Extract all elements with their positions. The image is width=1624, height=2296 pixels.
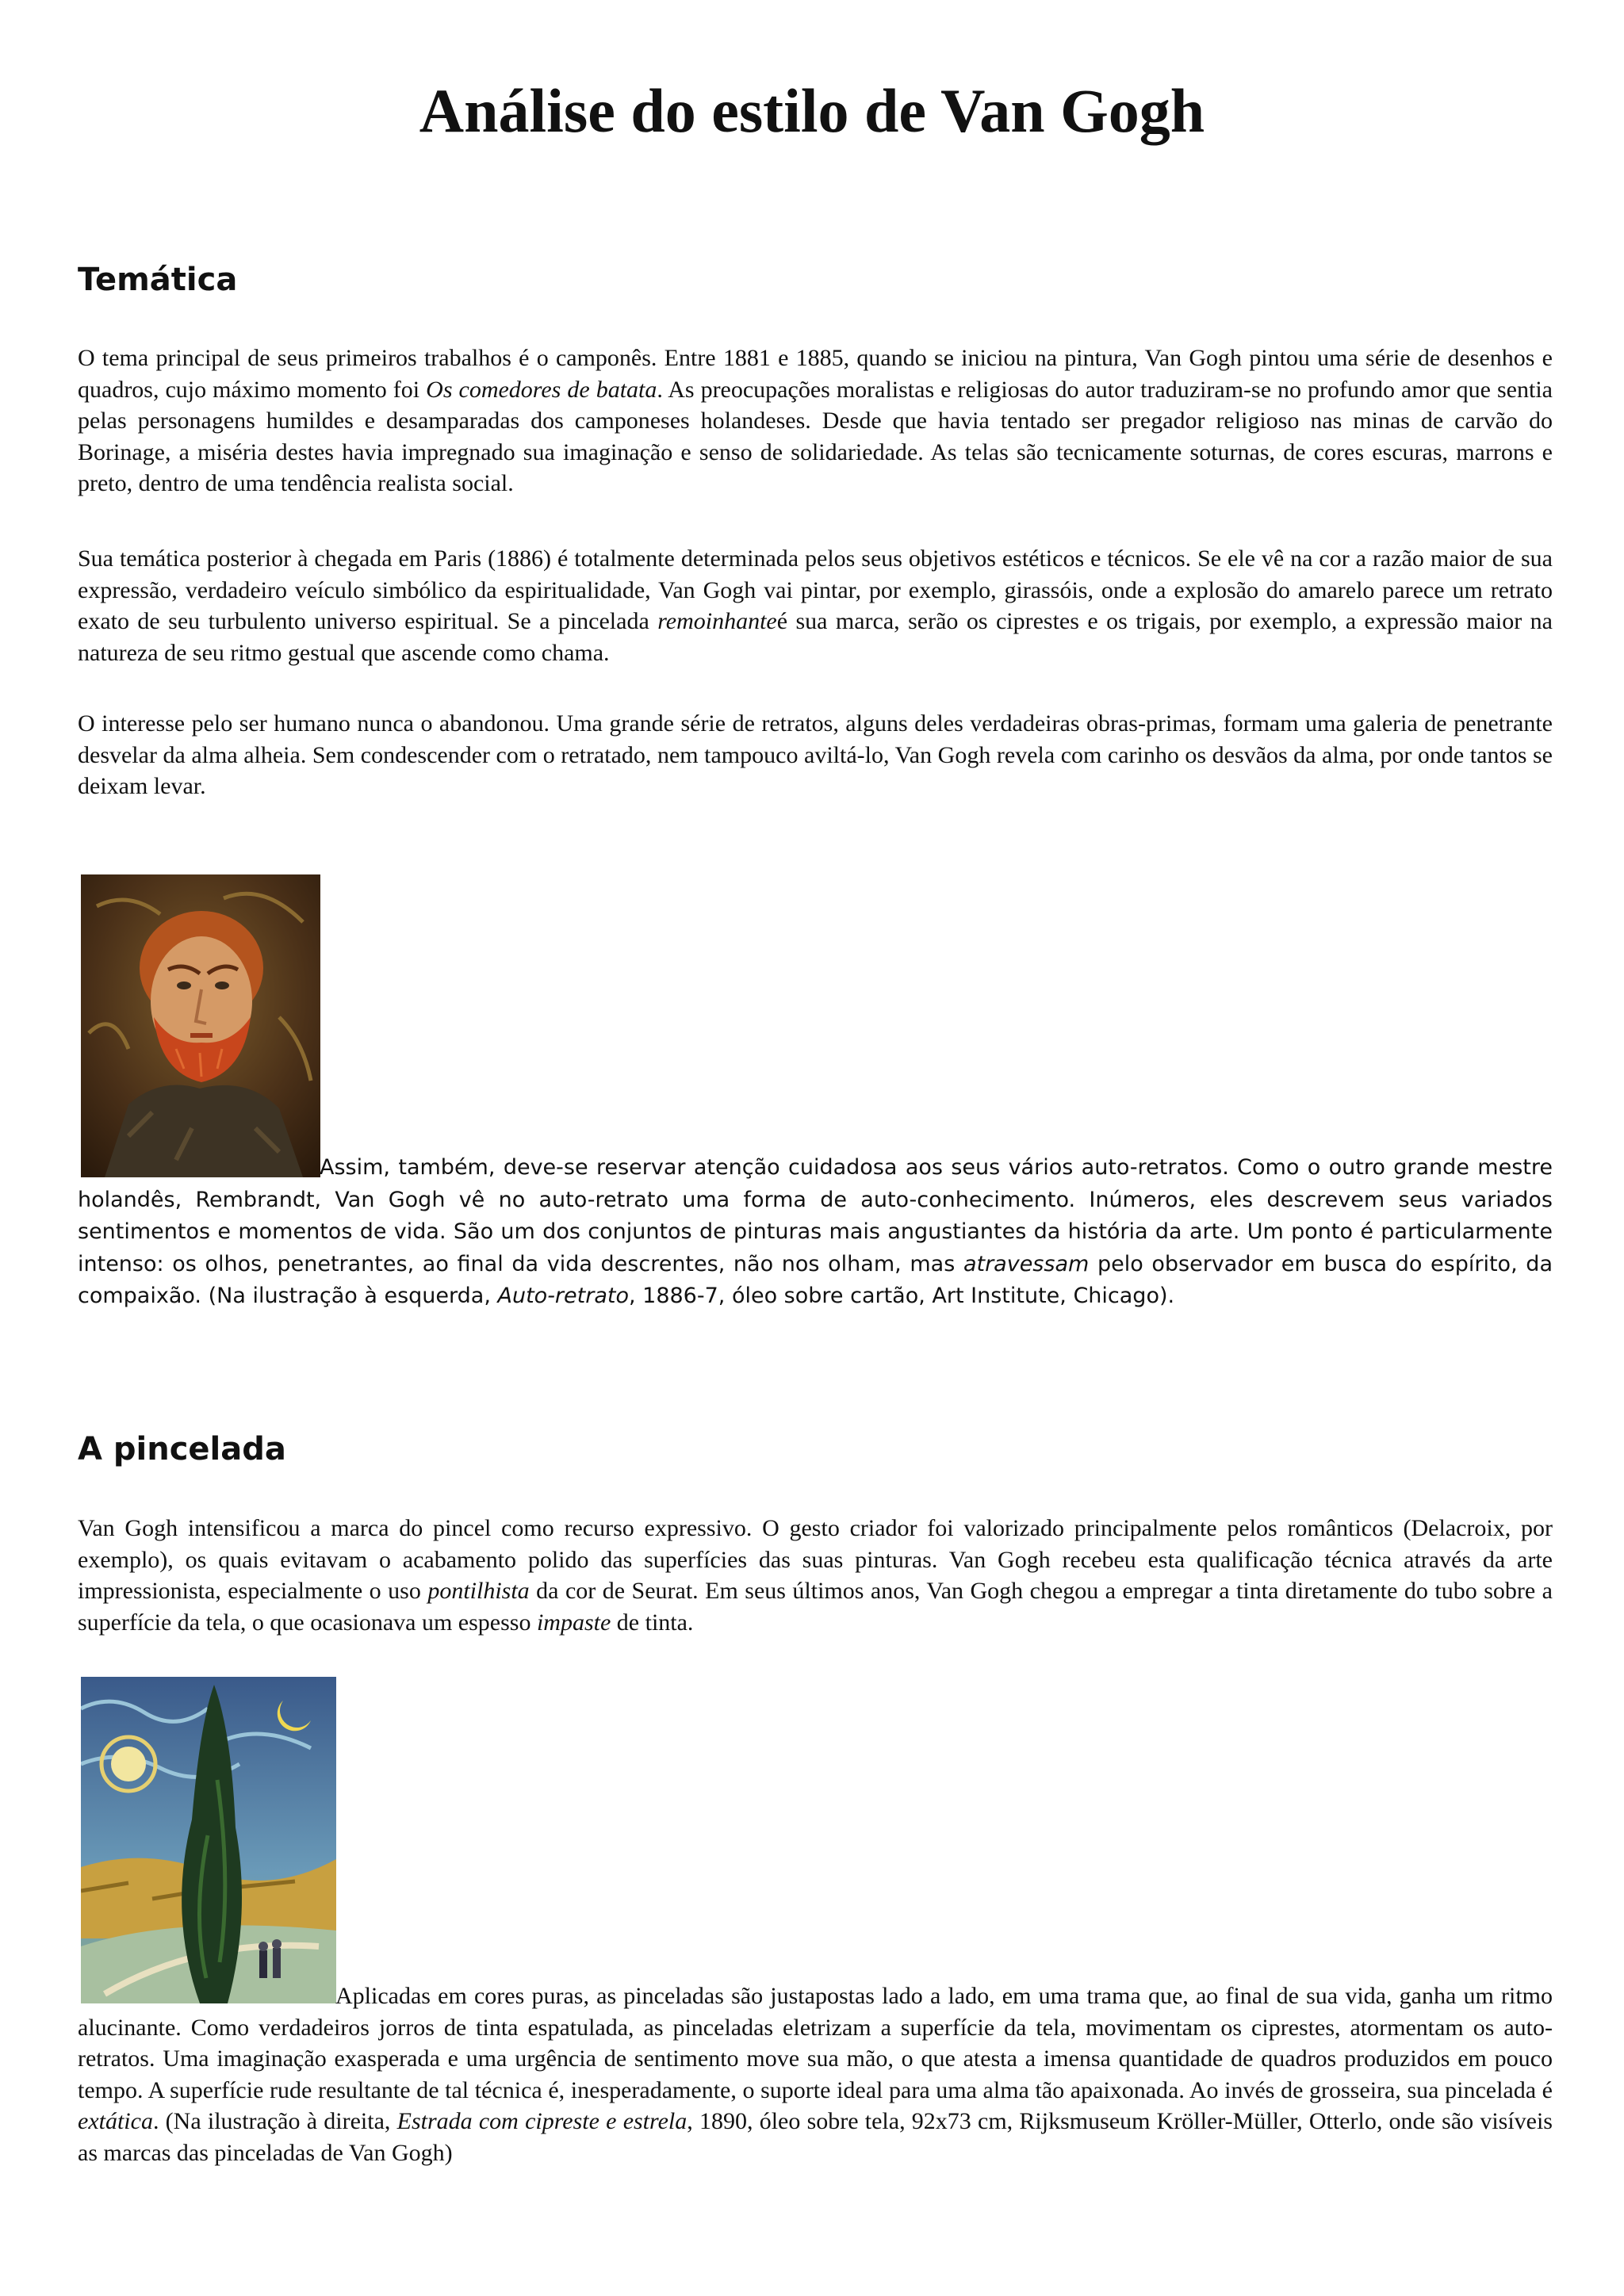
paragraph-text: O interesse pelo ser humano nunca o abandonou. Uma grande série de retratos, alguns deles verdadeiras obras-primas, formam uma galeria de penetrante desvelar da alma alheia. Sem condescender com o retratado, nem tampouco aviltá-lo, Van Gogh revela com carinho os desvãos da alma, por onde tantos se deixam levar. (78, 710, 1553, 799)
section-heading-pincelada: A pincelada (78, 1431, 286, 1468)
paragraph-text: é sua marca, serão os ciprestes e os trigais, por exemplo, a expressão maior na natureza de seu ritmo gestual que ascende como chama. (78, 608, 1553, 666)
emphasis-term: extática (78, 2108, 153, 2134)
paragraph-text: . As preocupações moralistas e religiosas do autor traduziram-se no profundo amor que sentia pelas personagens humildes e desamparadas dos camponeses holandeses. Desde que havia tentado ser pregador religioso nas minas de carvão do Borinage, a miséria destes havia impregnado sua imaginação e senso de solidariedade. As telas são tecnicamente soturnas, de cores escuras, marrons e preto, dentro de uma tendência realista social. (78, 376, 1553, 496)
paragraph-text: pelo observador em busca do espírito, da compaixão. (Na ilustração à esquerda, (78, 1251, 1553, 1308)
emphasis-title: Auto-retrato (497, 1284, 629, 1308)
image-spacer (78, 1152, 320, 1172)
paragraph-text: Van Gogh intensificou a marca do pincel como recurso expressivo. O gesto criador foi valorizado principalmente pelos românticos (Delacroix, por exemplo), os quais evitavam o acabamento polido das superfícies das suas pinturas. Van Gogh recebeu esta qualificação técnica através da arte impressionista, especialmente o uso (78, 1515, 1553, 1604)
image-spacer (78, 1980, 335, 2000)
paragraph-tematica-2 (78, 543, 1553, 668)
paragraph-text: . (Na ilustração à direita, (152, 2108, 397, 2134)
section-heading-tematica: Temática (78, 262, 238, 298)
paragraph-tematica-3 (78, 708, 1553, 802)
paragraph-text: de tinta. (611, 1609, 694, 1636)
paragraph-text: Assim, também, deve-se reservar atenção cuidadosa aos seus vários auto-retratos. Como o outro grande mestre holandês, Rembrandt, Van Gogh vê no auto-retrato uma forma de auto-conhecimento. Inúmeros, eles descrevem seus variados sentimentos e momentos de vida. São um dos conjuntos de pinturas mais angustiantes da história da arte. Um ponto é particularmente intenso: os olhos, penetrantes, ao final da vida descrentes, não nos olham, mas (78, 1155, 1553, 1276)
emphasis-title: Os comedores de batata (426, 376, 657, 403)
self-portrait-painting (81, 874, 320, 1177)
paragraph-text: da cor de Seurat. Em seus últimos anos, Van Gogh chegou a empregar a tinta diretamente do tubo sobre a superfície da tela, o que ocasionava um espesso (78, 1578, 1553, 1636)
paragraph-pincelada-1 (78, 1513, 1553, 1638)
paragraph-text: Sua temática posterior à chegada em Paris (1886) é totalmente determinada pelos seus objetivos estéticos e técnicos. Se ele vê na cor a razão maior de sua expressão, verdadeiro veículo simbólico da espiritualidade, Van Gogh vai pintar, por exemplo, girassóis, onde a explosão do amarelo parece um retrato exato de seu turbulento universo espiritual. Se a pincelada (78, 545, 1553, 634)
emphasis-term: atravessam (963, 1251, 1090, 1276)
emphasis-term: remoinhante (657, 608, 777, 634)
paragraph-text: Aplicadas em cores puras, as pinceladas são justapostas lado a lado, em uma trama que, ao final de sua vida, ganha um ritmo alucinante. Como verdadeiros jorros de tinta espatulada, as pinceladas eletrizam a superfície da tela, movimentam os ciprestes, atormentam os auto-retratos. Uma imaginação exasperada e uma urgência de sentimento move sua mão, o que atesta a imensa quantidade de quadros produzidos em pouco tempo. A superfície rude resultante de tal técnica é, inesperadamente, o suporte ideal para uma alma tão apaixonada. Ao invés de grosseira, sua pincelada é (78, 1983, 1553, 2103)
paragraph-text: , 1886-7, óleo sobre cartão, Art Institute, Chicago). (628, 1284, 1175, 1308)
emphasis-term: impaste (536, 1609, 611, 1636)
paragraph-tematica-1 (78, 342, 1553, 499)
page-title: Análise do estilo de Van Gogh (419, 76, 1205, 145)
paragraph-text: , 1890, óleo sobre tela, 92x73 cm, Rijksmuseum Kröller-Müller, Otterlo, onde são visíveis as marcas das pinceladas de Van Gogh) (78, 2108, 1553, 2166)
emphasis-term: pontilhista (427, 1578, 530, 1604)
paragraph-auto-retratos (78, 1152, 1553, 1313)
paragraph-pincelada-2 (78, 1980, 1553, 2168)
paragraph-text: O tema principal de seus primeiros trabalhos é o camponês. Entre 1881 e 1885, quando se iniciou na pintura, Van Gogh pintou uma série de desenhos e quadros, cujo máximo momento foi (78, 345, 1553, 403)
emphasis-title: Estrada com cipreste e estrela (396, 2108, 688, 2134)
cypress-road-painting (81, 1677, 336, 2003)
